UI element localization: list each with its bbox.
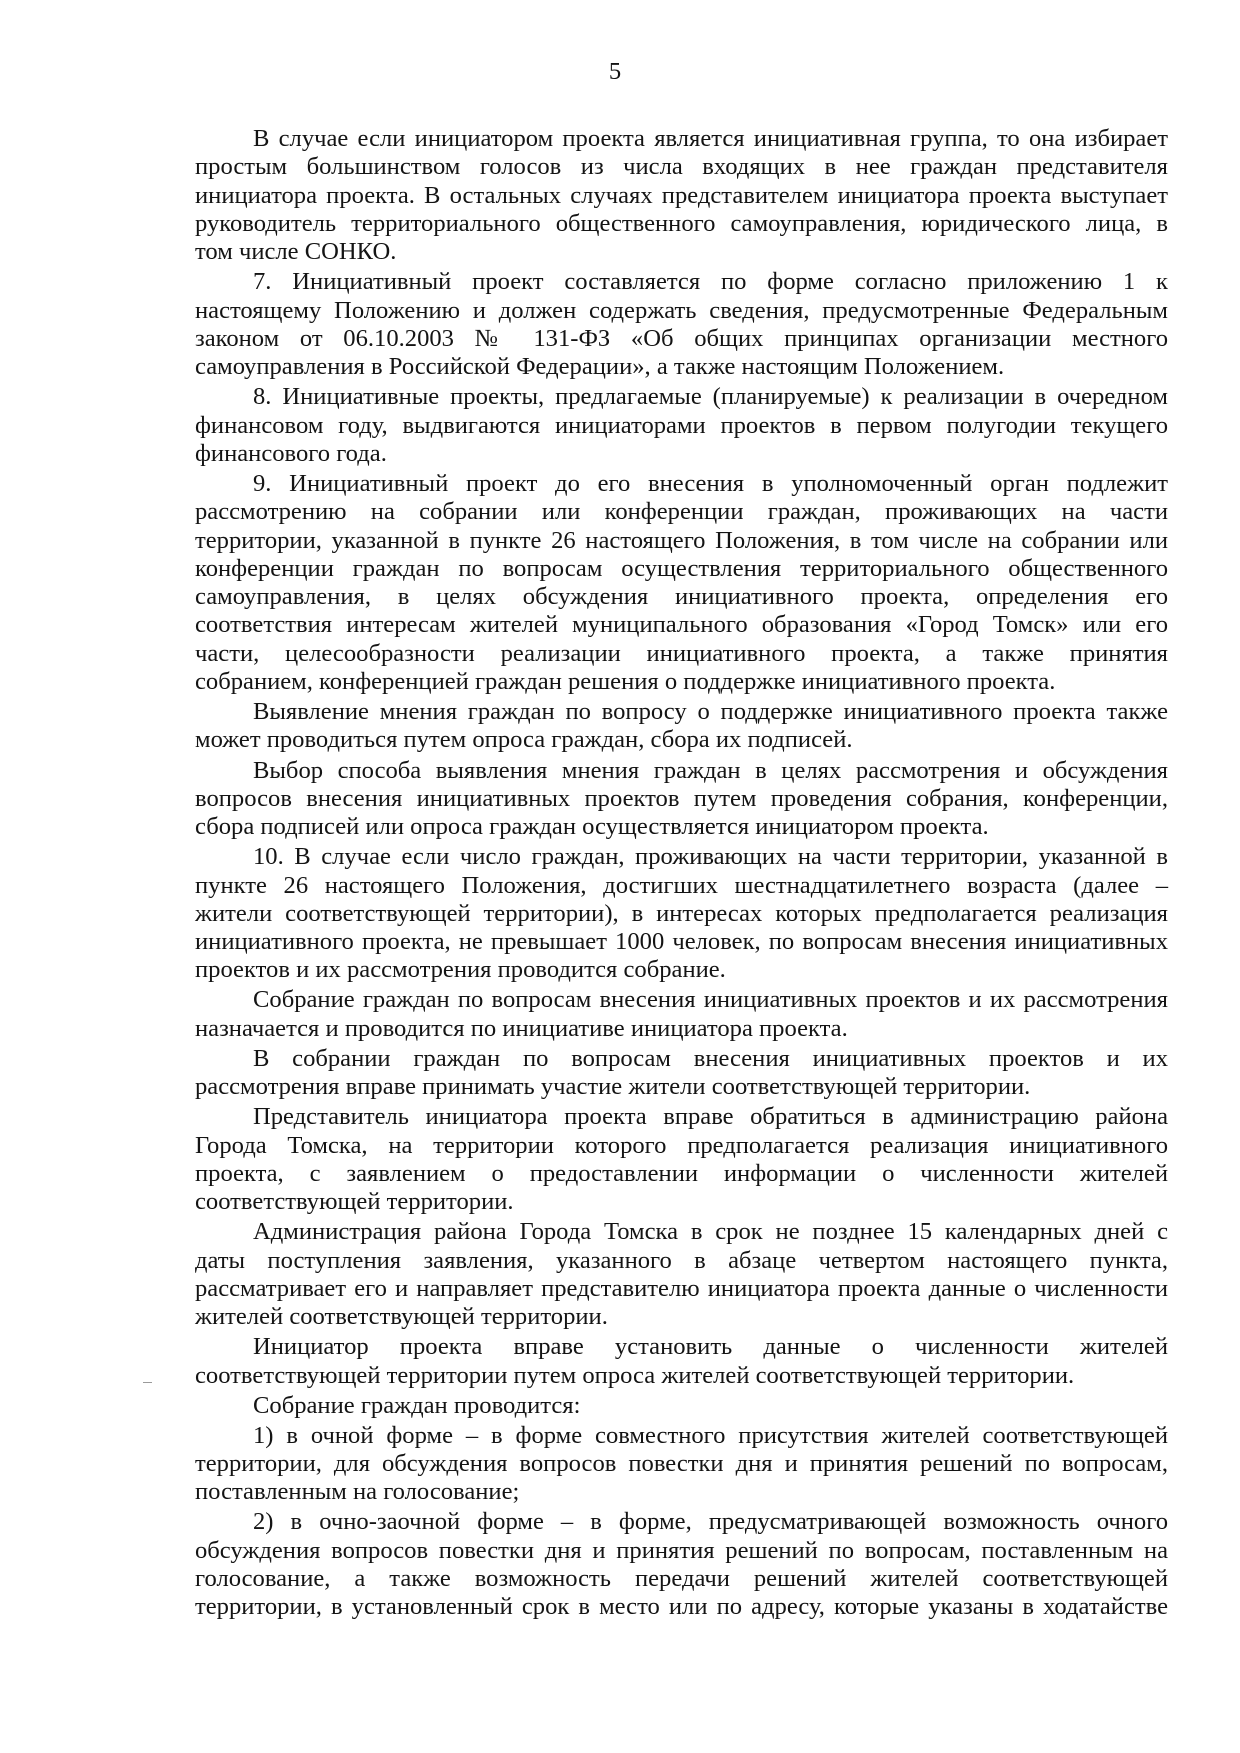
- text-line: территории, указанной в пункте 26 настоящего Положения, в том числе на собрании или: [195, 526, 1168, 554]
- text-line: обсуждения вопросов повестки дня и принятия решений по вопросам, поставленным на: [195, 1536, 1168, 1564]
- paragraph-meeting-forms-intro: [195, 1392, 1168, 1420]
- text-line: Выбор способа выявления мнения граждан в целях рассмотрения и обсуждения: [253, 756, 1168, 784]
- scan-mark: [143, 1382, 152, 1383]
- page-number: 5: [608, 58, 622, 85]
- text-line: Представитель инициатора проекта вправе обратиться в администрацию района: [253, 1103, 1168, 1131]
- text-line: жители соответствующей территории), в интересах которых предполагается реализация: [195, 899, 1168, 927]
- text-line: соответствующей территории путем опроса жителей соответствующей территории.: [195, 1361, 1075, 1389]
- text-line: вопросов внесения инициативных проектов путем проведения собрания, конференции,: [195, 784, 1168, 812]
- text-line: голосование, а также возможность передачи решений жителей соответствующей: [195, 1565, 1168, 1592]
- text-line: поставленным на голосование;: [195, 1478, 520, 1506]
- text-line: финансового года.: [195, 439, 387, 467]
- text-line: 2) в очно-заочной форме – в форме, предусматривающей возможность очного: [253, 1508, 1168, 1536]
- text-line: В собрании граждан по вопросам внесения инициативных проектов и их: [253, 1044, 1168, 1072]
- text-line: жителей соответствующей территории.: [195, 1303, 608, 1331]
- paragraph-initiative-group-representative: [195, 125, 1168, 266]
- text-line: рассмотрению на собрании или конференции граждан, проживающих на части: [195, 498, 1168, 526]
- text-line: финансовом году, выдвигаются инициаторами проектов в первом полугодии текущего: [195, 411, 1168, 439]
- text-line: инициативного проекта, не превышает 1000 человек, по вопросам внесения инициативных: [195, 928, 1168, 956]
- clause-10: [195, 843, 1168, 984]
- subitem-1-in-person-form: [195, 1422, 1168, 1507]
- text-line: настоящему Положению и должен содержать сведения, предусмотренные Федеральным: [195, 296, 1168, 324]
- text-line: проектов и их рассмотрения проводится собрание.: [195, 956, 726, 984]
- text-line: части, целесообразности реализации инициативного проекта, а также принятия: [195, 639, 1168, 667]
- text-line: 7. Инициативный проект составляется по форме согласно приложению 1 к: [253, 268, 1168, 296]
- text-line: Инициатор проекта вправе установить данные о численности жителей: [253, 1333, 1168, 1361]
- text-line: инициатора проекта. В остальных случаях представителем инициатора проекта выступает: [195, 181, 1168, 209]
- clause-8: [195, 383, 1168, 468]
- paragraph-meeting-participants: [195, 1045, 1168, 1102]
- text-line: Города Томска, на территории которого предполагается реализация инициативного: [195, 1131, 1168, 1159]
- text-line: Собрание граждан по вопросам внесения инициативных проектов и их рассмотрения: [253, 986, 1168, 1014]
- text-line: законом от 06.10.2003 № 131-ФЗ «Об общих принципах организации местного: [195, 324, 1168, 352]
- text-line: Собрание граждан проводится:: [253, 1391, 581, 1419]
- text-line: территории, в установленный срок в место или по адресу, которые указаны в ходатайстве: [195, 1593, 1168, 1621]
- paragraph-resident-count: [195, 1333, 1168, 1390]
- text-line: собранием, конференцией граждан решения о поддержке инициативного проекта.: [195, 668, 1056, 696]
- text-line: рассмотрения вправе принимать участие жители соответствующей территории.: [195, 1073, 1031, 1101]
- text-line: проекта, с заявлением о предоставлении информации о численности жителей: [195, 1159, 1168, 1187]
- text-line: В случае если инициатором проекта является инициативная группа, то она избирает: [253, 125, 1168, 152]
- text-line: назначается и проводится по инициативе инициатора проекта.: [195, 1014, 848, 1042]
- text-line: самоуправления в Российской Федерации», а также настоящим Положением.: [195, 353, 1005, 381]
- document-body: [195, 125, 1168, 1622]
- paragraph-information-request: [195, 1103, 1168, 1216]
- text-line: территории, для обсуждения вопросов повестки дня и принятия решений по вопросам,: [195, 1450, 1168, 1478]
- text-line: даты поступления заявления, указанного в абзаце четвертом настоящего пункта,: [195, 1246, 1168, 1274]
- text-line: руководитель территориального общественного самоуправления, юридического лица, в: [195, 209, 1168, 237]
- text-line: рассматривает его и направляет представителю инициатора проекта данные о численности: [195, 1274, 1168, 1302]
- paragraph-method-choice: [195, 757, 1168, 842]
- text-line: может проводиться путем опроса граждан, сбора их подписей.: [195, 726, 853, 754]
- clause-7: [195, 268, 1168, 381]
- text-line: пункте 26 настоящего Положения, достигших шестнадцатилетнего возраста (далее –: [195, 871, 1168, 899]
- text-line: соответствия интересам жителей муниципального образования «Город Томск» или его: [195, 611, 1168, 639]
- text-line: простым большинством голосов из числа входящих в нее граждан представителя: [195, 153, 1168, 181]
- text-line: Администрация района Города Томска в срок не позднее 15 календарных дней с: [253, 1218, 1168, 1246]
- text-line: 10. В случае если число граждан, проживающих на части территории, указанной в: [253, 843, 1168, 871]
- text-line: самоуправления, в целях обсуждения инициативного проекта, определения его: [195, 583, 1168, 611]
- clause-9: [195, 470, 1168, 696]
- text-line: 9. Инициативный проект до его внесения в уполномоченный орган подлежит: [253, 469, 1168, 497]
- text-line: 8. Инициативные проекты, предлагаемые (планируемые) к реализации в очередном: [253, 383, 1168, 411]
- text-line: том числе СОНКО.: [195, 238, 397, 266]
- text-line: Выявление мнения граждан по вопросу о поддержке инициативного проекта также: [253, 698, 1168, 726]
- text-line: соответствующей территории.: [195, 1188, 514, 1216]
- paragraph-meeting-appointment: [195, 986, 1168, 1043]
- subitem-2-mixed-form: [195, 1508, 1168, 1621]
- text-line: сбора подписей или опроса граждан осуществляется инициатором проекта.: [195, 813, 989, 841]
- text-line: 1) в очной форме – в форме совместного присутствия жителей соответствующей: [253, 1421, 1168, 1449]
- text-line: конференции граждан по вопросам осуществления территориального общественного: [195, 554, 1168, 582]
- paragraph-administration-response: [195, 1218, 1168, 1331]
- paragraph-opinion-survey: [195, 698, 1168, 755]
